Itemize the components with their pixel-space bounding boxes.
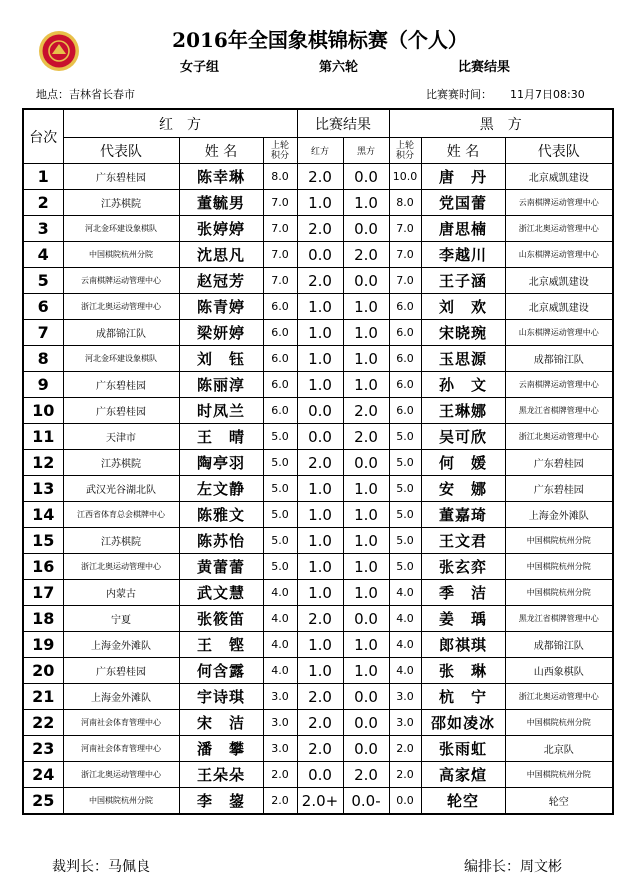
red-team: 中国棋院杭州分院	[63, 242, 179, 268]
black-prev-points: 4.0	[389, 658, 421, 684]
black-player-name: 唐思楠	[421, 216, 505, 242]
black-team: 黑龙江省棋牌管理中心	[505, 398, 613, 424]
black-prev-points: 0.0	[389, 788, 421, 815]
black-player-name: 董嘉琦	[421, 502, 505, 528]
table-number-header: 台次	[23, 109, 63, 164]
table-number: 11	[23, 424, 63, 450]
red-player-name: 李 鋆	[179, 788, 263, 815]
black-team: 山东棋牌运动管理中心	[505, 242, 613, 268]
table-row	[23, 554, 613, 580]
red-team: 浙江北奥运动管理中心	[63, 554, 179, 580]
black-prev-points: 2.0	[389, 762, 421, 788]
red-side-header: 红 方	[63, 109, 297, 138]
red-player-name: 王 晴	[179, 424, 263, 450]
red-prev-points: 5.0	[263, 554, 297, 580]
red-player-name: 董毓男	[179, 190, 263, 216]
black-player-name: 张 琳	[421, 658, 505, 684]
red-prev-points: 2.0	[263, 788, 297, 815]
red-team: 河北金环建设象棋队	[63, 346, 179, 372]
black-score: 1.0	[343, 632, 389, 658]
black-player-name: 宋晓琬	[421, 320, 505, 346]
red-player-name: 陈幸琳	[179, 164, 263, 190]
red-prev-points: 6.0	[263, 398, 297, 424]
black-score: 0.0	[343, 450, 389, 476]
red-prev-points: 5.0	[263, 502, 297, 528]
table-row	[23, 580, 613, 606]
red-player-name: 王朵朵	[179, 762, 263, 788]
table-number: 12	[23, 450, 63, 476]
red-player-name: 武文慧	[179, 580, 263, 606]
red-prev-points: 5.0	[263, 476, 297, 502]
black-player-name: 王文君	[421, 528, 505, 554]
table-row	[23, 372, 613, 398]
black-prev-points: 6.0	[389, 294, 421, 320]
table-row	[23, 502, 613, 528]
red-player-name: 陈青婷	[179, 294, 263, 320]
red-score: 0.0	[297, 242, 343, 268]
red-team: 江西省体育总会棋牌中心	[63, 502, 179, 528]
black-team: 轮空	[505, 788, 613, 815]
red-score: 2.0	[297, 710, 343, 736]
red-prev-points: 3.0	[263, 736, 297, 762]
table-row	[23, 216, 613, 242]
red-score: 2.0	[297, 216, 343, 242]
red-player-name: 沈思凡	[179, 242, 263, 268]
red-team: 浙江北奥运动管理中心	[63, 294, 179, 320]
subtitle	[180, 56, 510, 75]
table-number: 10	[23, 398, 63, 424]
table-row	[23, 242, 613, 268]
red-score: 1.0	[297, 320, 343, 346]
black-score: 1.0	[343, 320, 389, 346]
black-player-name: 王琳娜	[421, 398, 505, 424]
red-player-name: 刘 钰	[179, 346, 263, 372]
black-player-name: 党国蕾	[421, 190, 505, 216]
black-score: 1.0	[343, 658, 389, 684]
table-row	[23, 710, 613, 736]
red-prev-points: 3.0	[263, 684, 297, 710]
table-number: 2	[23, 190, 63, 216]
black-score: 2.0	[343, 242, 389, 268]
table-number: 22	[23, 710, 63, 736]
scheduler: 编排长：周文彬	[464, 859, 562, 875]
red-prev-points: 6.0	[263, 294, 297, 320]
black-team: 浙江北奥运动管理中心	[505, 424, 613, 450]
table-row	[23, 320, 613, 346]
black-prev-points-header: 上轮 积分	[389, 138, 421, 164]
table-row	[23, 164, 613, 190]
black-player-name: 张雨虹	[421, 736, 505, 762]
table-number: 4	[23, 242, 63, 268]
black-side-header: 黑 方	[389, 109, 613, 138]
red-team: 中国棋院杭州分院	[63, 788, 179, 815]
red-prev-points: 5.0	[263, 424, 297, 450]
red-team: 江苏棋院	[63, 190, 179, 216]
table-number: 20	[23, 658, 63, 684]
table-row	[23, 476, 613, 502]
table-number: 19	[23, 632, 63, 658]
black-team: 成都锦江队	[505, 346, 613, 372]
table-row	[23, 268, 613, 294]
red-score: 2.0	[297, 684, 343, 710]
red-score: 1.0	[297, 580, 343, 606]
black-team: 浙江北奥运动管理中心	[505, 684, 613, 710]
red-score: 0.0	[297, 398, 343, 424]
red-player-name: 黄蕾蕾	[179, 554, 263, 580]
red-team: 上海金外滩队	[63, 684, 179, 710]
table-row	[23, 346, 613, 372]
table-number: 1	[23, 164, 63, 190]
black-player-name: 刘 欢	[421, 294, 505, 320]
red-score: 1.0	[297, 372, 343, 398]
red-score-header: 红方	[297, 138, 343, 164]
red-score: 0.0	[297, 424, 343, 450]
red-prev-points: 6.0	[263, 346, 297, 372]
red-team: 河南社会体育管理中心	[63, 710, 179, 736]
black-team: 中国棋院杭州分院	[505, 710, 613, 736]
red-prev-points: 3.0	[263, 710, 297, 736]
black-score-header: 黑方	[343, 138, 389, 164]
time-value: 11月7日08:30	[510, 88, 585, 101]
black-score: 1.0	[343, 580, 389, 606]
red-player-name: 陶亭羽	[179, 450, 263, 476]
black-player-name: 玉思源	[421, 346, 505, 372]
table-row	[23, 606, 613, 632]
black-prev-points: 6.0	[389, 320, 421, 346]
table-number: 6	[23, 294, 63, 320]
table-row	[23, 736, 613, 762]
red-player-name: 陈雅文	[179, 502, 263, 528]
red-score: 1.0	[297, 476, 343, 502]
red-prev-points: 4.0	[263, 580, 297, 606]
red-player-name: 宇诗琪	[179, 684, 263, 710]
black-score: 1.0	[343, 554, 389, 580]
red-player-name: 张婷婷	[179, 216, 263, 242]
black-player-name: 何 媛	[421, 450, 505, 476]
red-player-name: 陈苏怡	[179, 528, 263, 554]
black-score: 2.0	[343, 424, 389, 450]
red-score: 2.0	[297, 164, 343, 190]
black-team: 山东棋牌运动管理中心	[505, 320, 613, 346]
black-team: 中国棋院杭州分院	[505, 528, 613, 554]
table-number: 3	[23, 216, 63, 242]
black-score: 1.0	[343, 502, 389, 528]
table-number: 18	[23, 606, 63, 632]
black-score: 1.0	[343, 372, 389, 398]
red-player-name: 左文静	[179, 476, 263, 502]
red-prev-points: 4.0	[263, 632, 297, 658]
table-number: 25	[23, 788, 63, 815]
black-team: 上海金外滩队	[505, 502, 613, 528]
table-row	[23, 398, 613, 424]
black-prev-points: 3.0	[389, 710, 421, 736]
black-team: 中国棋院杭州分院	[505, 762, 613, 788]
red-prev-points: 8.0	[263, 164, 297, 190]
red-team: 宁夏	[63, 606, 179, 632]
chief-referee: 裁判长：马佩良	[52, 859, 150, 875]
black-team: 中国棋院杭州分院	[505, 554, 613, 580]
black-prev-points: 5.0	[389, 424, 421, 450]
black-prev-points: 6.0	[389, 346, 421, 372]
red-score: 1.0	[297, 528, 343, 554]
red-score: 2.0	[297, 268, 343, 294]
table-number: 7	[23, 320, 63, 346]
red-prev-points: 6.0	[263, 372, 297, 398]
red-player-name: 张筱笛	[179, 606, 263, 632]
red-team: 天津市	[63, 424, 179, 450]
red-team: 浙江北奥运动管理中心	[63, 762, 179, 788]
red-name-header: 姓 名	[179, 138, 263, 164]
red-prev-points: 7.0	[263, 268, 297, 294]
red-score: 1.0	[297, 632, 343, 658]
black-prev-points: 5.0	[389, 450, 421, 476]
black-player-name: 郎祺琪	[421, 632, 505, 658]
black-prev-points: 4.0	[389, 606, 421, 632]
black-team: 黑龙江省棋牌管理中心	[505, 606, 613, 632]
black-prev-points: 6.0	[389, 372, 421, 398]
black-team: 云南棋牌运动管理中心	[505, 372, 613, 398]
black-player-name: 安 娜	[421, 476, 505, 502]
red-prev-points: 7.0	[263, 242, 297, 268]
black-player-name: 季 洁	[421, 580, 505, 606]
red-player-name: 宋 洁	[179, 710, 263, 736]
red-team: 武汉光谷湖北队	[63, 476, 179, 502]
black-score: 0.0	[343, 710, 389, 736]
black-player-name: 高家煊	[421, 762, 505, 788]
red-score: 1.0	[297, 346, 343, 372]
black-player-name: 姜 瑀	[421, 606, 505, 632]
red-prev-points: 5.0	[263, 450, 297, 476]
black-player-name: 杭 宁	[421, 684, 505, 710]
red-score: 1.0	[297, 502, 343, 528]
black-team: 山西象棋队	[505, 658, 613, 684]
black-score: 0.0-	[343, 788, 389, 815]
red-team: 广东碧桂园	[63, 164, 179, 190]
red-player-name: 陈丽淳	[179, 372, 263, 398]
page-title: 2016年全国象棋锦标赛（个人）	[172, 28, 468, 52]
table-number: 15	[23, 528, 63, 554]
red-team: 成都锦江队	[63, 320, 179, 346]
table-row	[23, 528, 613, 554]
black-player-name: 孙 文	[421, 372, 505, 398]
red-score: 2.0	[297, 736, 343, 762]
black-player-name: 王子涵	[421, 268, 505, 294]
black-score: 0.0	[343, 216, 389, 242]
red-team: 广东碧桂园	[63, 658, 179, 684]
black-team: 北京威凯建设	[505, 268, 613, 294]
red-score: 2.0	[297, 606, 343, 632]
result-label: 比赛结果	[457, 60, 510, 75]
red-player-name: 赵冠芳	[179, 268, 263, 294]
red-score: 2.0	[297, 450, 343, 476]
black-score: 0.0	[343, 684, 389, 710]
black-prev-points: 8.0	[389, 190, 421, 216]
red-prev-points: 6.0	[263, 320, 297, 346]
black-prev-points: 4.0	[389, 632, 421, 658]
red-score: 1.0	[297, 294, 343, 320]
black-prev-points: 7.0	[389, 268, 421, 294]
table-row	[23, 762, 613, 788]
table-number: 16	[23, 554, 63, 580]
black-prev-points: 7.0	[389, 242, 421, 268]
table-row	[23, 788, 613, 815]
black-prev-points: 6.0	[389, 398, 421, 424]
red-score: 1.0	[297, 554, 343, 580]
red-player-name: 何含露	[179, 658, 263, 684]
black-score: 1.0	[343, 528, 389, 554]
table-number: 23	[23, 736, 63, 762]
table-number: 17	[23, 580, 63, 606]
table-row	[23, 424, 613, 450]
black-score: 2.0	[343, 762, 389, 788]
red-score: 1.0	[297, 190, 343, 216]
time-label: 比赛赛时间：	[426, 88, 492, 101]
table-row	[23, 450, 613, 476]
black-team: 成都锦江队	[505, 632, 613, 658]
black-team: 北京队	[505, 736, 613, 762]
red-team: 广东碧桂园	[63, 398, 179, 424]
round-label: 第六轮	[318, 60, 358, 75]
black-score: 0.0	[343, 736, 389, 762]
match-time	[426, 86, 585, 102]
black-score: 2.0	[343, 398, 389, 424]
black-player-name: 张玄弈	[421, 554, 505, 580]
black-team: 中国棋院杭州分院	[505, 580, 613, 606]
chess-association-emblem-icon	[38, 30, 80, 72]
red-score: 1.0	[297, 658, 343, 684]
black-prev-points: 5.0	[389, 528, 421, 554]
black-prev-points: 5.0	[389, 476, 421, 502]
red-team: 江苏棋院	[63, 450, 179, 476]
red-player-name: 时凤兰	[179, 398, 263, 424]
black-prev-points: 5.0	[389, 554, 421, 580]
table-number: 14	[23, 502, 63, 528]
table-row	[23, 632, 613, 658]
black-prev-points: 3.0	[389, 684, 421, 710]
table-number: 8	[23, 346, 63, 372]
group-label: 女子组	[180, 60, 220, 75]
table-number: 5	[23, 268, 63, 294]
red-team: 河北金环建设象棋队	[63, 216, 179, 242]
black-score: 1.0	[343, 294, 389, 320]
result-header: 比赛结果	[297, 109, 389, 138]
black-score: 1.0	[343, 190, 389, 216]
red-prev-points: 5.0	[263, 528, 297, 554]
black-score: 0.0	[343, 606, 389, 632]
red-prev-points: 2.0	[263, 762, 297, 788]
black-player-name: 邵如凌冰	[421, 710, 505, 736]
red-score: 0.0	[297, 762, 343, 788]
black-team: 北京威凯建设	[505, 164, 613, 190]
black-team: 北京威凯建设	[505, 294, 613, 320]
black-name-header: 姓 名	[421, 138, 505, 164]
black-team: 云南棋牌运动管理中心	[505, 190, 613, 216]
red-prev-points: 7.0	[263, 216, 297, 242]
red-team: 云南棋牌运动管理中心	[63, 268, 179, 294]
red-prev-points: 4.0	[263, 658, 297, 684]
black-team: 广东碧桂园	[505, 450, 613, 476]
black-prev-points: 10.0	[389, 164, 421, 190]
red-team: 上海金外滩队	[63, 632, 179, 658]
black-team: 广东碧桂园	[505, 476, 613, 502]
table-row	[23, 658, 613, 684]
results-table	[22, 108, 614, 815]
table-number: 24	[23, 762, 63, 788]
table-number: 13	[23, 476, 63, 502]
table-row	[23, 294, 613, 320]
red-player-name: 王 铿	[179, 632, 263, 658]
black-player-name: 轮空	[421, 788, 505, 815]
black-score: 1.0	[343, 346, 389, 372]
red-team: 内蒙古	[63, 580, 179, 606]
table-row	[23, 684, 613, 710]
black-player-name: 李越川	[421, 242, 505, 268]
table-number: 9	[23, 372, 63, 398]
red-score: 2.0+	[297, 788, 343, 815]
black-score: 0.0	[343, 164, 389, 190]
black-prev-points: 2.0	[389, 736, 421, 762]
black-prev-points: 5.0	[389, 502, 421, 528]
red-player-name: 梁妍婷	[179, 320, 263, 346]
red-prev-points: 7.0	[263, 190, 297, 216]
red-team: 广东碧桂园	[63, 372, 179, 398]
red-team-header: 代表队	[63, 138, 179, 164]
red-team: 江苏棋院	[63, 528, 179, 554]
black-team: 浙江北奥运动管理中心	[505, 216, 613, 242]
red-prev-points: 4.0	[263, 606, 297, 632]
table-row	[23, 190, 613, 216]
black-score: 1.0	[343, 476, 389, 502]
black-prev-points: 4.0	[389, 580, 421, 606]
black-team-header: 代表队	[505, 138, 613, 164]
table-number: 21	[23, 684, 63, 710]
red-player-name: 潘 攀	[179, 736, 263, 762]
black-prev-points: 7.0	[389, 216, 421, 242]
black-score: 0.0	[343, 268, 389, 294]
black-player-name: 唐 丹	[421, 164, 505, 190]
black-player-name: 吴可欣	[421, 424, 505, 450]
red-prev-points-header: 上轮 积分	[263, 138, 297, 164]
red-team: 河南社会体育管理中心	[63, 736, 179, 762]
location-text: 地点：吉林省长春市	[36, 88, 135, 101]
